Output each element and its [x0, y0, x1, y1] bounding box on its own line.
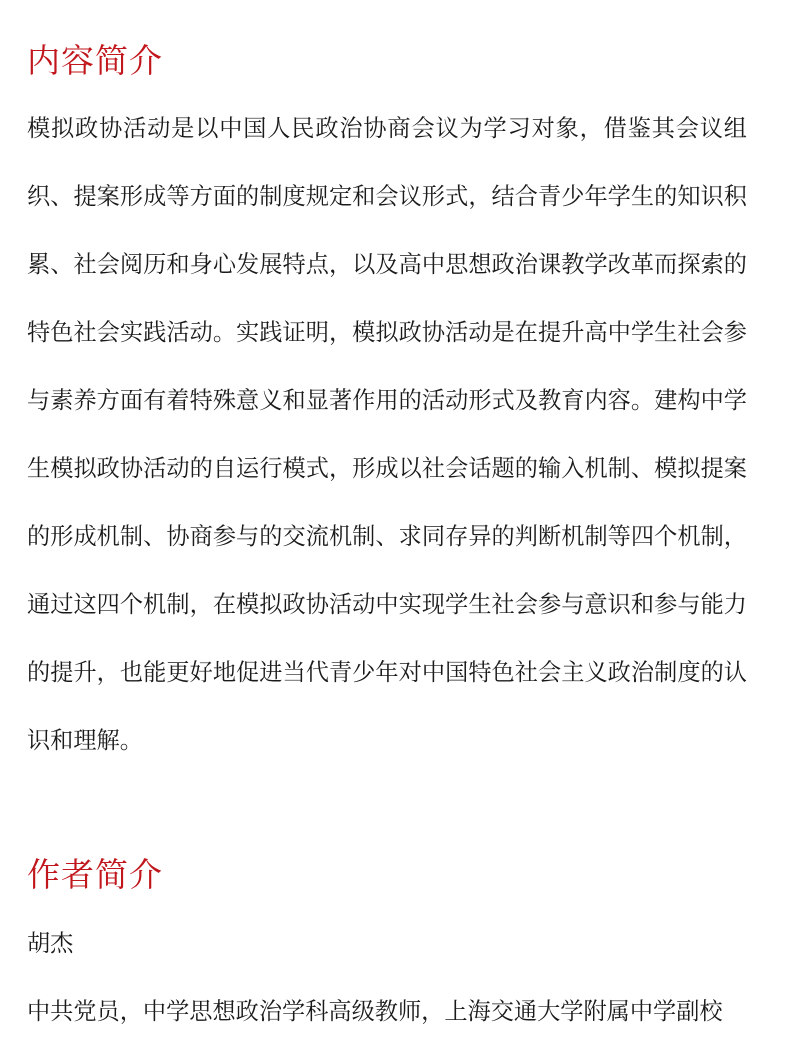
intro-heading: 内容简介	[27, 41, 163, 80]
author-name: 胡杰	[27, 930, 74, 957]
author-bio: 中共党员，中学思想政治学科高级教师，上海交通大学附属中学副校	[27, 998, 723, 1025]
author-heading: 作者简介	[27, 855, 163, 894]
intro-paragraph: 模拟政协活动是以中国人民政治协商会议为学习对象，借鉴其会议组织、提案形成等方面的制度规定和会议形式，结合青少年学生的知识积累、社会阅历和身心发展特点，以及高中思想政治课教学改革而探索的特色社会实践活动。实践证明，模拟政协活动是在提升高中学生社会参与素养方面有着特殊意义和显著作用的活动形式及教育内容。建构中学生模拟政协活动的自运行模式，形成以社会话题的输入机制、模拟提案的形成机制、协商参与的交流机制、求同存异的判断机制等四个机制，通过这四个机制，在模拟政协活动中实现学生社会参与意识和参与能力的提升，也能更好地促进当代青少年对中国特色社会主义政治制度的认识和理解。	[27, 115, 747, 754]
